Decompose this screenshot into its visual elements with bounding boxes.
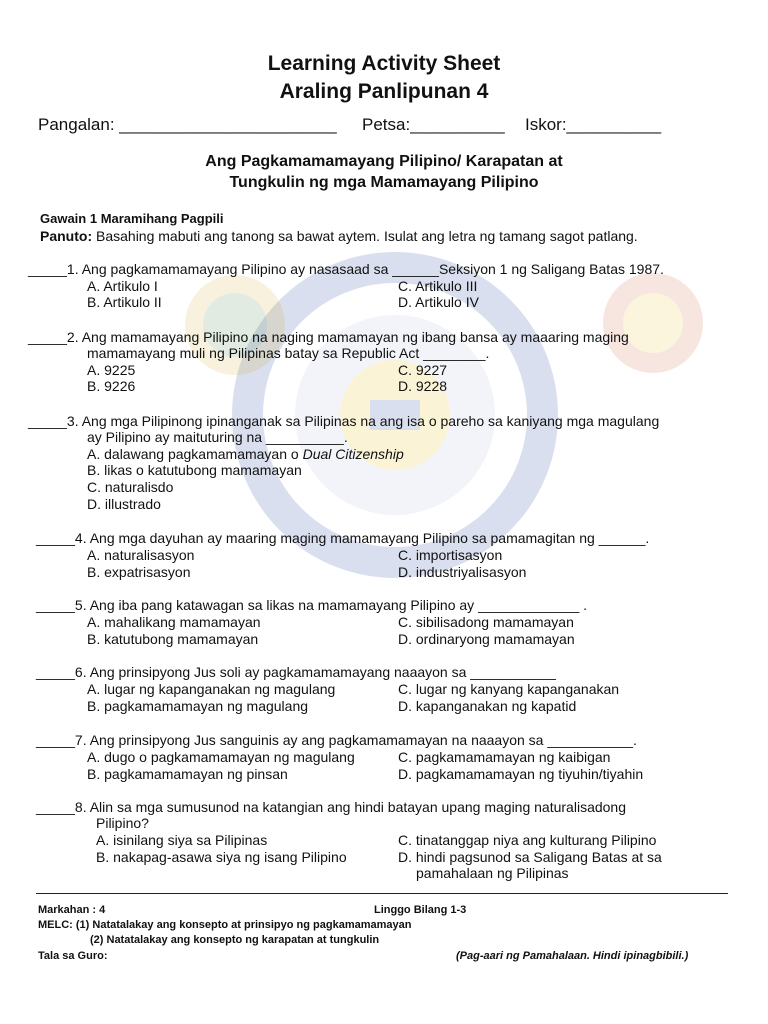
q1-choice-c: C. Artikulo III <box>398 278 478 294</box>
instructions <box>40 228 638 244</box>
q3-choice-a-text: A. dalawang pagkamamamayan o <box>87 446 303 462</box>
quarter-label: Markahan : 4 <box>38 904 106 916</box>
q1-choice-a: A. Artikulo I <box>87 278 158 294</box>
question-3: _____3. Ang mga Pilipinong ipinanganak sa Pilipinas na ang isa o pareho sa kaniyang mga magulang <box>28 413 660 429</box>
q7-choice-a: A. dugo o pagkamamamayan ng magulang <box>87 749 355 765</box>
q8-choice-a: A. isinilang siya sa Pilipinas <box>96 832 268 848</box>
sheet-title: Learning Activity Sheet <box>267 52 501 75</box>
question-2-line2: mamamayang muli ng Pilipinas batay sa Republic Act ________. <box>87 345 490 361</box>
q6-choice-c: C. lugar ng kanyang kapanganakan <box>398 681 620 697</box>
melc-2: (2) Natatalakay ang konsepto ng karapatan at tungkulin <box>90 934 380 946</box>
q8-choice-c: C. tinatanggap niya ang kulturang Pilipino <box>398 832 657 848</box>
teacher-note-label: Tala sa Guro: <box>38 950 108 962</box>
right-seal-watermark <box>598 268 708 378</box>
lesson-title-line2: Tungkulin ng mga Mamamayang Pilipino <box>229 174 539 191</box>
q4-choice-c: C. importisasyon <box>398 547 503 563</box>
q2-choice-c: C. 9227 <box>398 362 448 378</box>
name-field: Pangalan: _______________________ <box>38 115 337 134</box>
q1-choice-d: D. Artikulo IV <box>398 294 479 310</box>
q3-choice-b: B. likas o katutubong mamamayan <box>87 462 302 478</box>
q6-choice-a: A. lugar ng kapanganakan ng magulang <box>87 681 336 697</box>
question-7: _____7. Ang prinsipyong Jus sanguinis ay ang pagkamamamayan na naaayon sa ___________. <box>36 732 637 748</box>
footer-divider <box>36 893 728 894</box>
question-6: _____6. Ang prinsipyong Jus soli ay pagkamamamayang naaayon sa ___________ <box>36 664 556 680</box>
q2-choice-d: D. 9228 <box>398 378 448 394</box>
q3-choice-c: C. naturalisdo <box>87 479 174 495</box>
melc-1: MELC: (1) Natatalakay ang konsepto at prinsipyo ng pagkamamamayan <box>38 919 412 931</box>
q8-choice-b: B. nakapag-asawa siya ng isang Pilipino <box>96 849 347 865</box>
q3-choice-a-italic: Dual Citizenship <box>302 446 404 462</box>
question-8: _____8. Alin sa mga sumusunod na katangian ang hindi batayan upang maging naturalisadong <box>36 799 626 815</box>
q1-choice-b: B. Artikulo II <box>87 294 162 310</box>
q5-choice-b: B. katutubong mamamayan <box>87 631 259 647</box>
q4-choice-d: D. industriyalisasyon <box>398 564 527 580</box>
left-seal-watermark <box>180 270 290 380</box>
q6-choice-d: D. kapanganakan ng kapatid <box>398 698 577 714</box>
q7-choice-d: D. pagkamamamayan ng tiyuhin/tiyahin <box>398 766 644 782</box>
q7-choice-b: B. pagkamamamayan ng pinsan <box>87 766 288 782</box>
subject-title: Araling Panlipunan 4 <box>279 80 489 103</box>
q2-choice-a: A. 9225 <box>87 362 136 378</box>
q4-choice-a: A. naturalisasyon <box>87 547 195 563</box>
q3-choice-d: D. illustrado <box>87 496 161 512</box>
q5-choice-d: D. ordinaryong mamamayan <box>398 631 575 647</box>
instructions-label: Panuto: <box>40 228 93 244</box>
q5-choice-c: C. sibilisadong mamamayan <box>398 614 574 630</box>
question-3-line2: ay Pilipino ay maituturing na __________. <box>87 429 348 445</box>
q6-choice-b: B. pagkamamamayan ng magulang <box>87 698 309 714</box>
question-2: _____2. Ang mamamayang Pilipino na naging mamamayan ng ibang bansa ay maaaring maging <box>28 329 629 345</box>
question-8-line2: Pilipino? <box>96 815 149 831</box>
q2-choice-b: B. 9226 <box>87 378 136 394</box>
q8-choice-d-line2: pamahalaan ng Pilipinas <box>416 865 569 881</box>
q3-choice-a <box>87 446 404 462</box>
lesson-title-line1: Ang Pagkamamamayang Pilipino/ Karapatan at <box>205 153 563 170</box>
question-4: _____4. Ang mga dayuhan ay maaring maging mamamayang Pilipino sa pamamagitan ng ______. <box>36 530 650 546</box>
activity-title: Gawain 1 Maramihang Pagpili <box>40 211 224 226</box>
question-1: _____1. Ang pagkamamamayang Pilipino ay nasasaad sa ______Seksiyon 1 ng Saligang Batas 1987. <box>28 261 664 277</box>
ownership-note: (Pag-aari ng Pamahalaan. Hindi ipinagbibili.) <box>456 950 689 962</box>
score-field: Iskor:__________ <box>525 115 662 134</box>
q5-choice-a: A. mahalikang mamamayan <box>87 614 261 630</box>
week-label: Linggo Bilang 1-3 <box>374 904 467 916</box>
date-field: Petsa:__________ <box>362 115 505 134</box>
instructions-text: Basahing mabuti ang tanong sa bawat aytem. Isulat ang letra ng tamang sagot patlang. <box>92 228 638 244</box>
question-5: _____5. Ang iba pang katawagan sa likas na mamamayang Pilipino ay _____________ . <box>36 597 588 613</box>
q4-choice-b: B. expatrisasyon <box>87 564 191 580</box>
q7-choice-c: C. pagkamamamayan ng kaibigan <box>398 749 611 765</box>
q8-choice-d: D. hindi pagsunod sa Saligang Batas at sa <box>398 849 662 865</box>
